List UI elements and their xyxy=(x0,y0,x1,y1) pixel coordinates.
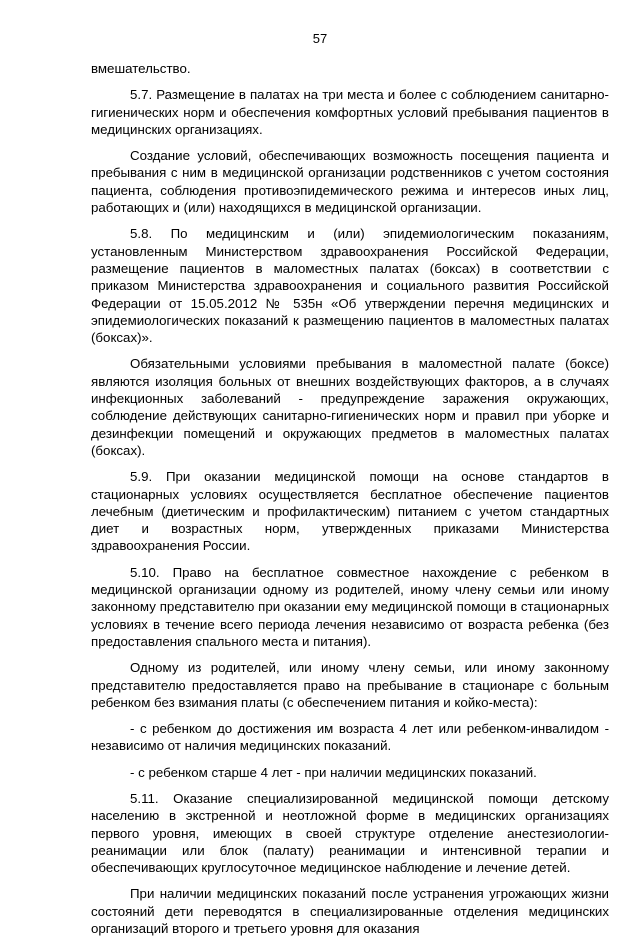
list-item-under-4: - с ребенком до достижения им возраста 4 лет или ребенком-инвалидом - независимо от наличия медицинских показаний. xyxy=(91,721,609,754)
paragraph-transfer: При наличии медицинских показаний после устранения угрожающих жизни состояний дети переводятся в специализированные отделения медицинских организаций второго и третьего уровня для оказания xyxy=(91,886,609,937)
list-item-over-4: - с ребенком старше 4 лет - при наличии медицинских показаний. xyxy=(130,764,537,780)
paragraph-parent-stay: Одному из родителей, или иному члену семьи, или иному законному представителю предоставляется право на пребывание в стационаре с больным ребенком без взимания платы (с обеспечением питания и койко-места): xyxy=(91,660,609,710)
paragraph-5-8: 5.8. По медицинским и (или) эпидемиологическим показаниям, установленным Министерством здравоохранения Российской Федерации, размещение пациентов в маломестных палатах (боксах) в соответствии с приказом Министерства здравоохранения и социального развития Российской Федерации от 15.05.2012 № 535н «Об утверждении перечня медицинских и эпидемиологических показаний к размещению пациентов в маломестных палатах (боксах)». xyxy=(91,226,609,346)
paragraph-visiting-conditions: Создание условий, обеспечивающих возможность посещения пациента и пребывания с ним в медицинской организации родственников с учетом состояния пациента, соблюдения противоэпидемического режима и интересов иных лиц, работающих и (или) находящихся в медицинской организации. xyxy=(91,148,609,216)
document-body xyxy=(91,60,609,946)
paragraph-5-9: 5.9. При оказании медицинской помощи на основе стандартов в стационарных условиях осуществляется бесплатное обеспечение пациентов лечебным (диетическим и профилактическим) питанием с учетом стандартных диет и возрастных норм, утвержденных приказами Министерства здравоохранения России. xyxy=(91,469,609,554)
page-number: 57 xyxy=(312,31,328,46)
paragraph-continuation: вмешательство. xyxy=(91,61,191,76)
paragraph-5-11: 5.11. Оказание специализированной медицинской помощи детскому населению в экстренной и неотложной форме в медицинских организациях первого уровня, имеющих в своей структуре отделение анестезиологии-реанимации или блок (палату) реанимации и интенсивной терапии и обеспечивающих круглосуточное медицинское наблюдение и лечение детей. xyxy=(91,790,609,876)
paragraph-isolation-conditions: Обязательными условиями пребывания в маломестной палате (боксе) являются изоляция больных от внешних воздействующих факторов, а в случаях инфекционных заболеваний - предупреждение заражения окружающих, соблюдение действующих санитарно-гигиенических норм и правил при уборке и дезинфекции помещений и окружающих предметов в маломестных палатах (боксах). xyxy=(91,356,609,458)
paragraph-5-7: 5.7. Размещение в палатах на три места и более с соблюдением санитарно-гигиенических норм и обеспечения комфортных условий пребывания пациентов в медицинских организациях. xyxy=(91,87,609,137)
paragraph-5-10: 5.10. Право на бесплатное совместное нахождение с ребенком в медицинской организации одному из родителей, иному члену семьи или иному законному представителю при оказании ему медицинской помощи в стационарных условиях в течение всего периода лечения независимо от возраста ребенка (без предоставления спального места и питания). xyxy=(91,564,609,649)
